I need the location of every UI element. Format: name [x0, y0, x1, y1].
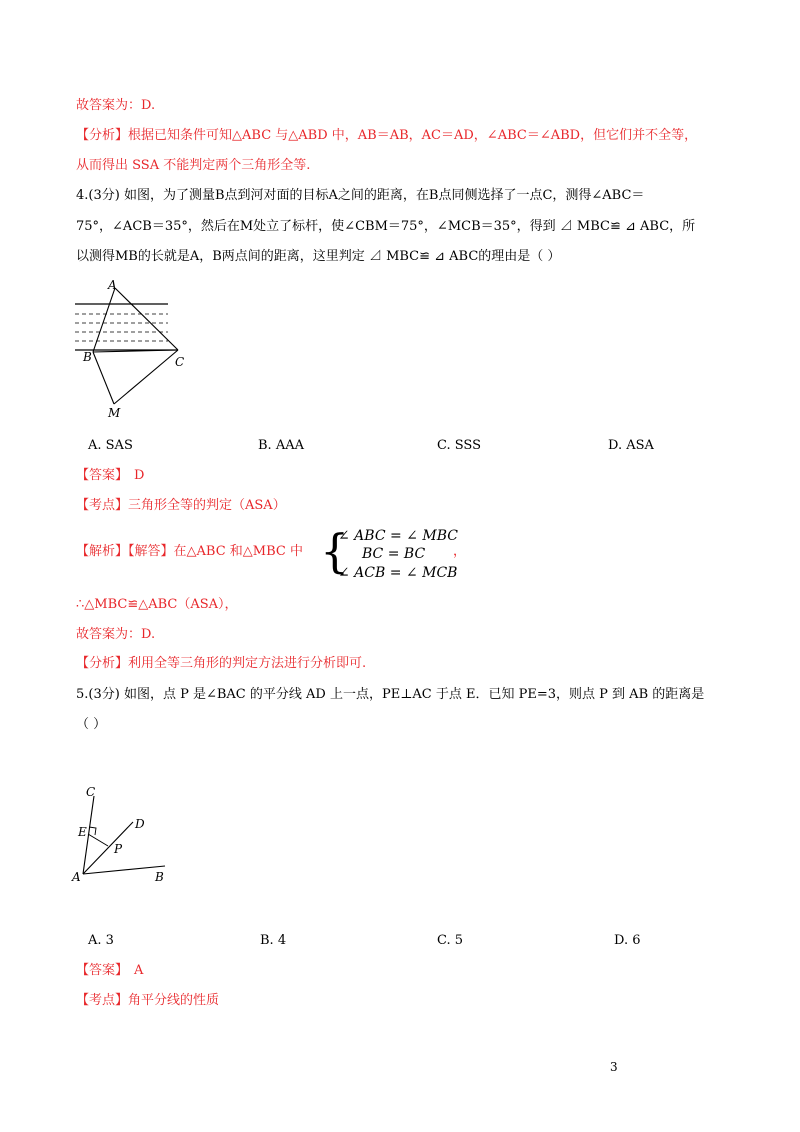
q4-system-comma: ，: [453, 544, 467, 559]
q4-solution-text: 在△ABC 和△MBC 中: [173, 544, 303, 559]
q4-keypoint-tag: 【考点】: [76, 498, 129, 513]
analysis-line-cont: 从而得出 SSA 不能判定两个三角形全等.: [76, 158, 311, 173]
q5-keypoint: [76, 992, 219, 1010]
answer-line: 故答案为：D.: [76, 98, 156, 113]
q5-choice-d: D. 6: [614, 933, 641, 948]
q4-stem-3: 以测得MB的长就是A，B两点间的距离，这里判定 ⊿ MBC≌ ⊿ ABC的理由是（ ）: [76, 249, 561, 264]
q4-analysis-tag: 【分析】: [76, 656, 129, 671]
q4-keypoint-text: 三角形全等的判定（ASA）: [128, 498, 286, 513]
q4-solution: [76, 543, 303, 561]
q4-choice-d: D. ASA: [608, 438, 654, 453]
q4-solution-tag: 【解析】【解答】: [76, 544, 174, 559]
q5-stem-2: （ ）: [76, 717, 107, 732]
fig5-label-p: P: [114, 842, 123, 856]
fig5-label-a: A: [72, 870, 81, 884]
q5-answer-tag: 【答案】: [76, 963, 129, 978]
q4-choice-b: B. AAA: [258, 438, 304, 453]
analysis-text: 根据已知条件可知△ABC 与△ABD 中，AB＝AB，AC＝AD，∠ABC＝∠ABD，但它们并不全等，: [128, 128, 698, 143]
q5-choice-b: B. 4: [260, 933, 287, 948]
q4-final-answer: 故答案为：D.: [76, 627, 156, 642]
fig5-label-c: C: [86, 785, 96, 799]
q4-answer-tag: 【答案】: [76, 468, 129, 483]
page-number: 3: [610, 1060, 618, 1074]
analysis-tag: 【分析】: [76, 128, 129, 143]
system-eq-1: ∠ ABC = ∠ MBC: [338, 528, 458, 544]
q5-choice-c: C. 5: [437, 933, 464, 948]
q5-keypoint-tag: 【考点】: [76, 993, 129, 1008]
fig4-label-c: C: [175, 355, 185, 369]
q5-answer-value: A: [134, 963, 144, 978]
q4-figure: [70, 276, 190, 421]
q4-choice-c: C. SSS: [437, 438, 482, 453]
fig4-label-m: M: [108, 406, 121, 420]
q4-choice-a: A. SAS: [88, 438, 133, 453]
fig4-label-b: B: [83, 350, 92, 364]
fig4-label-a: A: [108, 278, 117, 292]
q4-analysis-text: 利用全等三角形的判定方法进行分析即可.: [128, 656, 367, 671]
q5-keypoint-text: 角平分线的性质: [128, 993, 220, 1008]
q5-figure: [68, 782, 178, 884]
q4-keypoint: [76, 497, 286, 515]
q4-analysis: [76, 655, 366, 673]
q5-answer: [76, 962, 143, 980]
q5-choice-a: A. 3: [88, 933, 114, 948]
q4-stem-2: 75°，∠ACB＝35°，然后在M处立了标杆，使∠CBM＝75°，∠MCB＝35°，得到 ⊿ MBC≌ ⊿ ABC，所: [76, 219, 696, 234]
q4-answer-value: D: [134, 468, 145, 483]
system-eq-2: BC = BC: [362, 546, 426, 562]
fig5-label-e: E: [78, 825, 87, 839]
q4-therefore: ∴△MBC≌△ABC（ASA），: [76, 597, 238, 612]
q4-stem-1: 4.(3分) 如图，为了测量B点到河对面的目标A之间的距离，在B点同侧选择了一点C，测得∠ABC＝: [76, 188, 645, 203]
system-eq-3: ∠ ACB = ∠ MCB: [338, 565, 458, 581]
q4-answer: [76, 467, 144, 485]
fig5-label-d: D: [135, 817, 145, 831]
fig5-label-b: B: [155, 870, 164, 884]
analysis-line: [76, 127, 697, 145]
q5-stem-1: 5.(3分) 如图，点 P 是∠BAC 的平分线 AD 上一点，PE⊥AC 于点 E．已知 PE=3，则点 P 到 AB 的距离是: [76, 687, 705, 702]
